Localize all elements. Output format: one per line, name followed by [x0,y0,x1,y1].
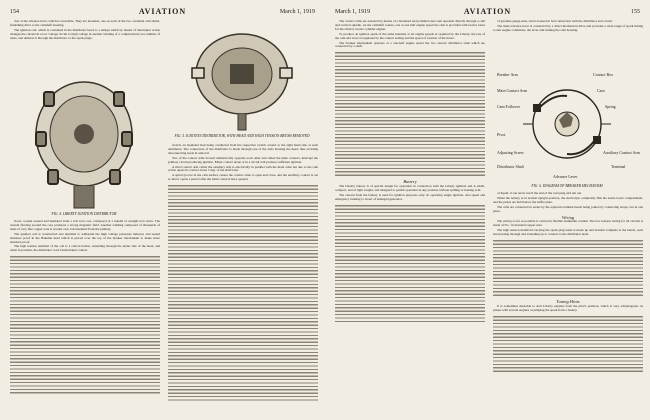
left-col2-text [168,144,318,414]
left-col1-top-text [10,20,160,60]
paragraph: To produce an ignition spark of the same intensity at all engine speeds as required by the Liberty, the rate of the cam and wave is regulated by the contact setting and the speed of rotation of the motor. [335,31,485,40]
paragraph: It is sometimes desirable to start Liberty engines from the pilot's position, which is very advantageous on planes with several engines or jumping the spark from a battery. [493,303,643,312]
paragraph: The ignition coil is constructed and installed to withstand the high voltage pressures induced, and sealed moisture proof in the Bakelite head which is placed over the top of the breaker mechanism to make more moisture proof. [10,231,160,244]
paragraph: flows, wound around and insulated from a soft iron core, composed of a bundle of straight iron wires. The current flowing around the core produces a strong magnetic field. Another winding composed of thousands of turns of very fine copper wire is wound over, but insulated from the primary. [10,220,160,231]
paragraph: of gasoline gauge-tube, and is housed in bad connection with the distributor and circuit. [497,20,613,23]
left-col1-bottom-text [10,220,160,414]
right-col2-bottom-text [493,192,643,414]
page-header [335,6,640,18]
paragraph: A spiral groove in the cam surface causes the contact arms to open and close, and the auxiliary contact is set so that it opens a period after the main contacts have opened. [168,173,318,182]
section-heading-battery: Battery [403,179,417,185]
issue-date: March 1, 1919 [279,9,315,15]
section-heading-tuning-hints: Tuning Hints [556,299,580,305]
paragraph: The cells are connected in series by the adjacent terminal heads being joined by connecting straps cast in one piece. [493,204,643,213]
section-heading-wiring: Wiring [561,214,575,220]
paragraph: The high tension terminal of the coil is a carbon button, extending through the under side of the head, and when in position, the distributor rotor brush makes contact. [10,244,160,253]
paragraph: The wiring so far as possible is carried in flexible aluminum conduit. The low tension wiring for all circuits is made of No. 14 stranded copper wire. [493,219,643,228]
paragraph: of liquid, it can never reach the end of the vent plug and run out. [497,192,582,195]
paragraph: The Liberty battery is of special design for operation in connection with the Liberty ignition and is small, compact, and of light weight, and designed to permit operation in any position without spilling or leaking acid. [335,184,485,193]
paragraph: The contact arms are actuated by means of a hardened and polished steel cam operated directly through a cam and vertical spindle. As the camshaft rotates, one at one half engine speed the cam is provided with twelve lobes for the Liberty twelve cylinder engine. [335,20,485,31]
diagram-label: Spring [605,104,616,109]
text-block [335,203,485,323]
fig5-distributor-photo [168,24,316,132]
running-title: AVIATION [138,7,187,16]
diagram-label: Breaker Arm [497,72,518,77]
paragraph: switch, an insulated lead being conducted from the respective switch contact to the right hand side of each distributor. The connection of the distributor is made through one of the ends housing the head, thus avoiding disconnecting leads in removal. [168,144,318,155]
text-block [168,183,318,403]
text-block [10,254,160,394]
text-block [493,238,643,298]
diagram-label: Terminal [611,164,626,169]
diagram-label: Contact Box [593,72,614,77]
fig6-caption: FIG. 6. DIAGRAM OF BREAKER MECHANISM [531,184,603,188]
paragraph: The main advance lever is connected by a direct mechanical drive and provides a wide range of spark timing to suit engine conditions, the lever arm turning the cam housing. [493,23,643,32]
running-title: AVIATION [463,7,512,16]
paragraph: The high tension manifold carrying the spark plug leads is made up and braided complete at the bench, each lead passing through and extending up to connect to the distributor head. [493,228,643,237]
diagram-label: Main Contact Arm [497,88,527,93]
diagram-label: Cam Follower [497,104,520,109]
right-col1-text [335,20,485,414]
right-col2-top-text [493,20,643,64]
right-page [325,0,650,420]
diagram-label: Cam [597,88,605,93]
diagram-label: Adjusting Screw [497,150,524,155]
text-block [335,50,485,178]
text-block [493,314,643,374]
paragraph: The breaker mechanism operates at a one-half engine speed the two current distributor arms which are connected by a shaft. [335,40,485,49]
diagram-label: Advance Lever [553,174,578,179]
page-header [10,6,315,18]
page-number: 155 [631,9,640,15]
diagram-label: Pivot [497,132,506,137]
fig4-caption: FIG. 4. LIBERTY IGNITION DISTRIBUTOR [51,212,117,216]
paragraph: When the battery is in normal upright position, the electrolyte completely fills the entire lower compartment, and the plates are held below the baffle plate. [493,195,643,204]
diagram-label: Distributor Shaft [497,164,524,169]
issue-date: March 1, 1919 [335,9,371,15]
diagram-label: Auxiliary Contact Arm [603,150,640,155]
fig6-breaker-diagram [493,64,641,182]
paragraph: Two of the contact arms located diametrically opposite each other and called the main contacts, interrupt the primary circuit producing ignition. Either contact alone or in a circuit will produce sufficient ignition. [168,155,318,164]
paragraph: tion of the advance lever, which is reversible. They are mounted, one on each of the two overhead cam shafts, furnishing drive to the camshaft housing. [10,20,160,27]
fig5-caption: FIG. 5. IGNITION DISTRIBUTOR, WITH HEAD AND HIGH TENSION BRUSH REMOVED [174,134,310,138]
page-number: 154 [10,9,19,15]
paragraph: The ignition coil, which is contained in the distributor head, is a design which by means of interrupter action changes the current in a low voltage circuit to high voltage in another winding of a comparatively low number of turns, and delivers it through the distributor to the spark plugs. [10,27,160,40]
paragraph: The current from the battery is used for ignition purposes only. In operating single ignition, also speed and emergency running to revert of damaged generator. [335,193,485,201]
paragraph: A third contact arm called the auxiliary arm is electrically in parallel with the main arms but due to the cam action opens its contact about 5 deg. of the shaft later. [168,164,318,173]
fig4-distributor-photo [14,62,154,210]
